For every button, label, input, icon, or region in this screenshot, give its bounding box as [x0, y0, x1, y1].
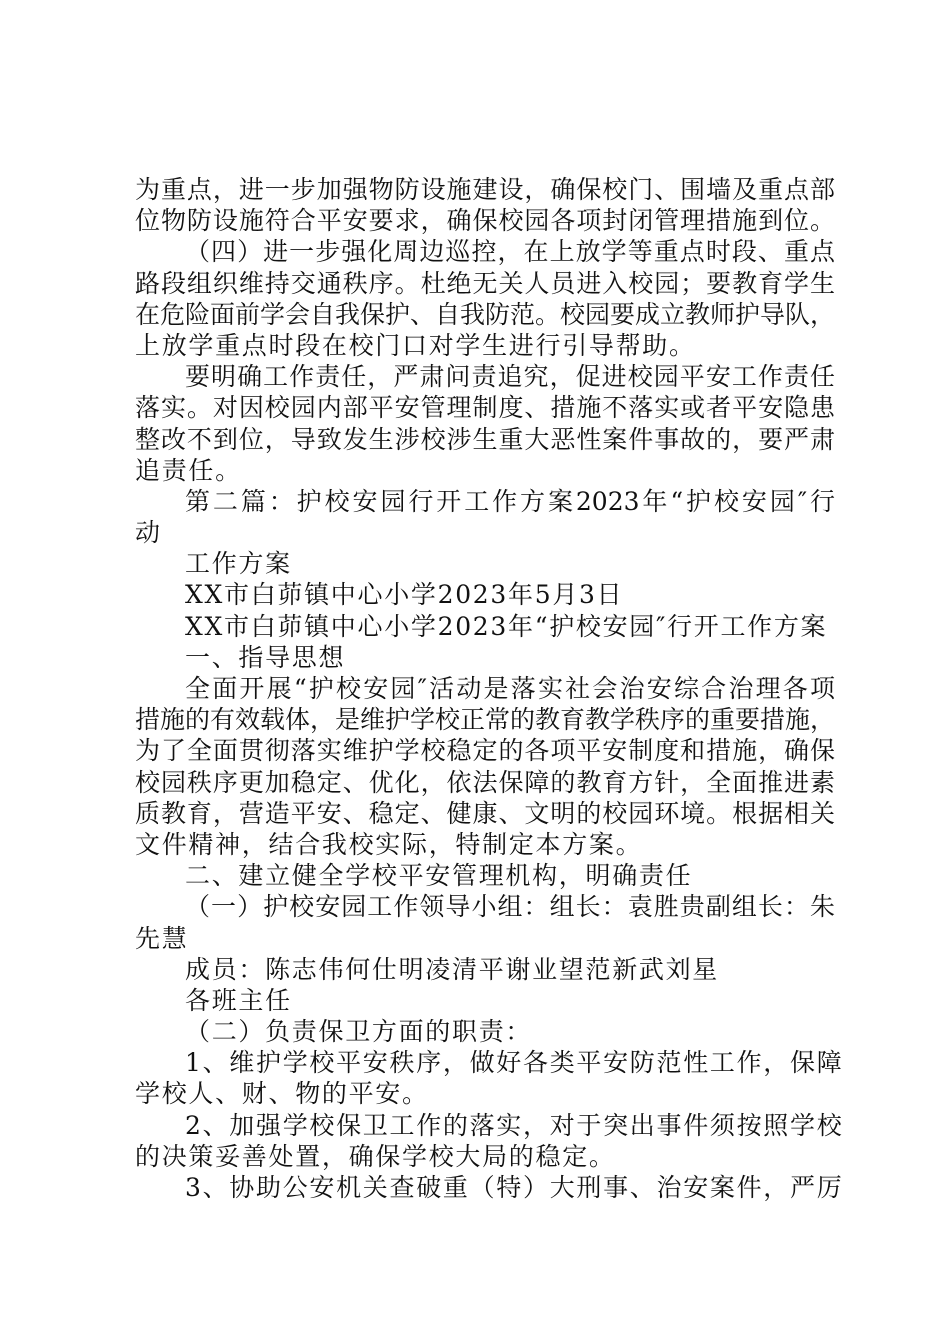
text-line: 位物防设施符合平安要求，确保校园各项封闭管理措施到位。	[135, 206, 835, 236]
text-line: 一、指导思想	[185, 642, 346, 672]
text-line: 3、协助公安机关查破重（特）大刑事、治安案件，严厉	[185, 1173, 844, 1202]
text-line: 落实。对因校园内部平安管理制度、措施不落实或者平安隐患	[135, 393, 835, 423]
text-line: 整改不到位，导致发生涉校涉生重大恶性案件事故的，要严肃	[135, 424, 835, 454]
text-line: 校园秩序更加稳定、优化，依法保障的教育方针，全面推进素	[135, 767, 835, 797]
text-line: 学校人、财、物的平安。	[135, 1079, 429, 1109]
text-line: 工作方案	[185, 549, 292, 579]
text-line: 质教育，营造平安、稳定、健康、文明的校园环境。根据相关	[135, 798, 835, 828]
text-line: 追责任。	[135, 455, 242, 485]
text-line: 动	[135, 518, 162, 548]
text-line: 为重点，进一步加强物防设施建设，确保校门、围墙及重点部	[135, 175, 835, 204]
text-line: 措施的有效载体，是维护学校正常的教育教学秩序的重要措施，	[135, 705, 836, 735]
text-line: 文件精神，结合我校实际，特制定本方案。	[135, 829, 643, 859]
text-line: 成员：陈志伟何仕明凌清平谢业望范新武刘星	[185, 954, 720, 984]
text-line: 要明确工作责任，严肃问责追究，促进校园平安工作责任	[185, 362, 835, 392]
text-line: 上放学重点时段在校门口对学生进行引导帮助。	[135, 330, 696, 360]
text-line: 在危险面前学会自我保护、自我防范。校园要成立教师护导队，	[135, 299, 836, 329]
text-line: （二）负责保卫方面的职责：	[185, 1017, 533, 1047]
text-line: 先慧	[135, 923, 189, 953]
text-line: 1、维护学校平安秩序，做好各类平安防范性工作，保障	[185, 1048, 844, 1078]
text-line: （一）护校安园工作领导小组：组长：袁胜贵副组长：朱	[185, 892, 835, 922]
text-line: 全面开展“护校安园″活动是落实社会治安综合治理各项	[185, 674, 835, 703]
text-line: XX市白茆镇中心小学2023年“护校安园″行开工作方案	[185, 611, 828, 641]
text-line: 各班主任	[185, 985, 292, 1015]
text-line: 2、加强学校保卫工作的落实，对于突出事件须按照学校	[185, 1110, 844, 1140]
text-line: 为了全面贯彻落实维护学校稳定的各项平安制度和措施，确保	[135, 736, 835, 766]
text-line: 第二篇：护校安园行开工作方案2023年“护校安园″行	[185, 486, 835, 516]
text-line: 的决策妥善处置，确保学校大局的稳定。	[135, 1141, 616, 1171]
text-line: 二、建立健全学校平安管理机构，明确责任	[185, 861, 693, 891]
document-body	[135, 174, 844, 1203]
text-line: 路段组织维持交通秩序。杜绝无关人员进入校园；要教育学生	[135, 268, 835, 298]
text-line: （四）进一步强化周边巡控，在上放学等重点时段、重点	[185, 237, 835, 267]
text-line: XX市白茆镇中心小学2023年5月3日	[185, 580, 624, 610]
